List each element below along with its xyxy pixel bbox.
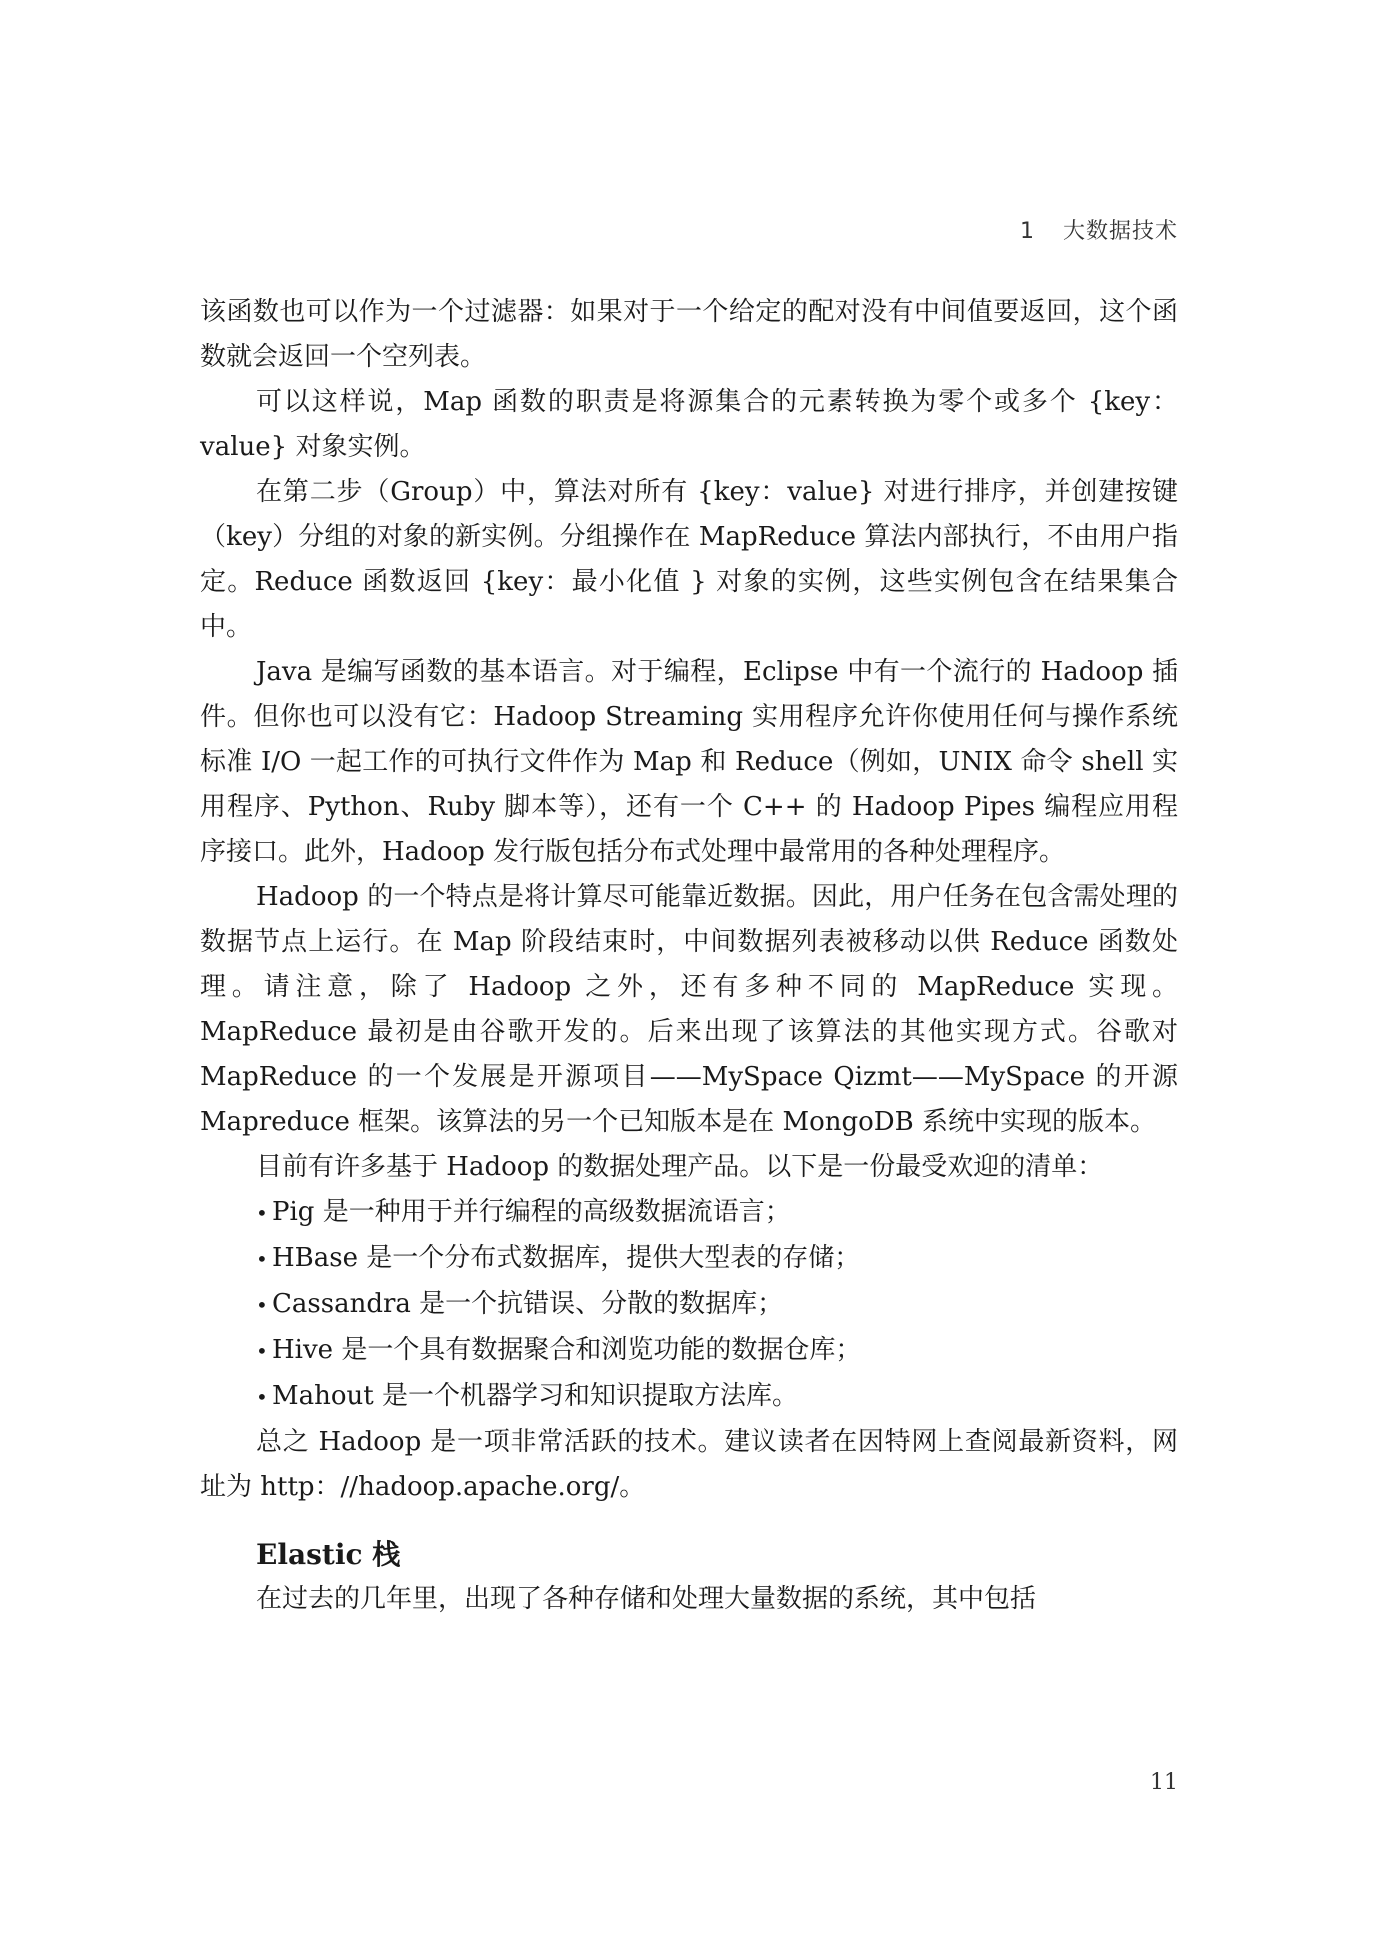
- closing-paragraph: 总之 Hadoop 是一项非常活跃的技术。建议读者在因特网上查阅最新资料，网址为 http：//hadoop.apache.org/。: [200, 1427, 1178, 1502]
- paragraph-3: 在第二步（Group）中，算法对所有 {key：value} 对进行排序，并创建按键（key）分组的对象的新实例。分组操作在 MapReduce 算法内部执行，不由用户指定。Reduce 函数返回 {key：最小化值 } 对象的实例，这些实例包含在结果集合中。: [200, 477, 1178, 642]
- bullet-icon: •: [256, 1247, 268, 1271]
- list-item-text: HBase 是一个分布式数据库，提供大型表的存储；: [272, 1243, 861, 1273]
- page-body: [200, 290, 1178, 1622]
- product-list: [200, 1190, 1178, 1420]
- list-item: [200, 1282, 1178, 1328]
- list-item-text: Cassandra 是一个抗错误、分散的数据库；: [272, 1289, 784, 1319]
- chapter-number: 1: [1019, 219, 1035, 244]
- list-item: [200, 1236, 1178, 1282]
- paragraph-4: Java 是编写函数的基本语言。对于编程，Eclipse 中有一个流行的 Hadoop 插件。但你也可以没有它：Hadoop Streaming 实用程序允许你使用任何与操作系统标准 I/O 一起工作的可执行文件作为 Map 和 Reduce（例如，UNIX 命令 shell 实用程序、Python、Ruby 脚本等），还有一个 C++ 的 Hadoop Pipes 编程应用程序接口。此外，Hadoop 发行版包括分布式处理中最常用的各种处理程序。: [200, 657, 1178, 867]
- paragraph-1: 该函数也可以作为一个过滤器：如果对于一个给定的配对没有中间值要返回，这个函数就会返回一个空列表。: [200, 297, 1178, 372]
- page-number: 11: [1150, 1770, 1178, 1795]
- paragraph-2: 可以这样说，Map 函数的职责是将源集合的元素转换为零个或多个 {key：value} 对象实例。: [200, 387, 1178, 462]
- list-item: [200, 1374, 1178, 1420]
- list-item-text: Mahout 是一个机器学习和知识提取方法库。: [272, 1381, 798, 1411]
- running-header: [1020, 214, 1178, 245]
- list-item-text: Pig 是一种用于并行编程的高级数据流语言；: [272, 1197, 791, 1227]
- chapter-title: 大数据技术: [1062, 219, 1178, 244]
- list-item-text: Hive 是一个具有数据聚合和浏览功能的数据仓库；: [272, 1335, 862, 1365]
- bullet-icon: •: [256, 1339, 268, 1363]
- paragraph-6: 目前有许多基于 Hadoop 的数据处理产品。以下是一份最受欢迎的清单：: [256, 1152, 1104, 1182]
- paragraph-5: Hadoop 的一个特点是将计算尽可能靠近数据。因此，用户任务在包含需处理的数据节点上运行。在 Map 阶段结束时，中间数据列表被移动以供 Reduce 函数处理。请注意，除了 Hadoop 之外，还有多种不同的 MapReduce 实现。MapReduce 最初是由谷歌开发的。后来出现了该算法的其他实现方式。谷歌对 MapReduce 的一个发展是开源项目——MySpace Qizmt——MySpace 的开源 Mapreduce 框架。该算法的另一个已知版本是在 MongoDB 系统中实现的版本。: [200, 882, 1178, 1137]
- list-item: [200, 1190, 1178, 1236]
- bullet-icon: •: [256, 1385, 268, 1409]
- section-first-paragraph: 在过去的几年里，出现了各种存储和处理大量数据的系统，其中包括: [256, 1584, 1037, 1614]
- section-heading: Elastic 栈: [256, 1538, 401, 1571]
- bullet-icon: •: [256, 1293, 268, 1317]
- list-item: [200, 1328, 1178, 1374]
- bullet-icon: •: [256, 1201, 268, 1225]
